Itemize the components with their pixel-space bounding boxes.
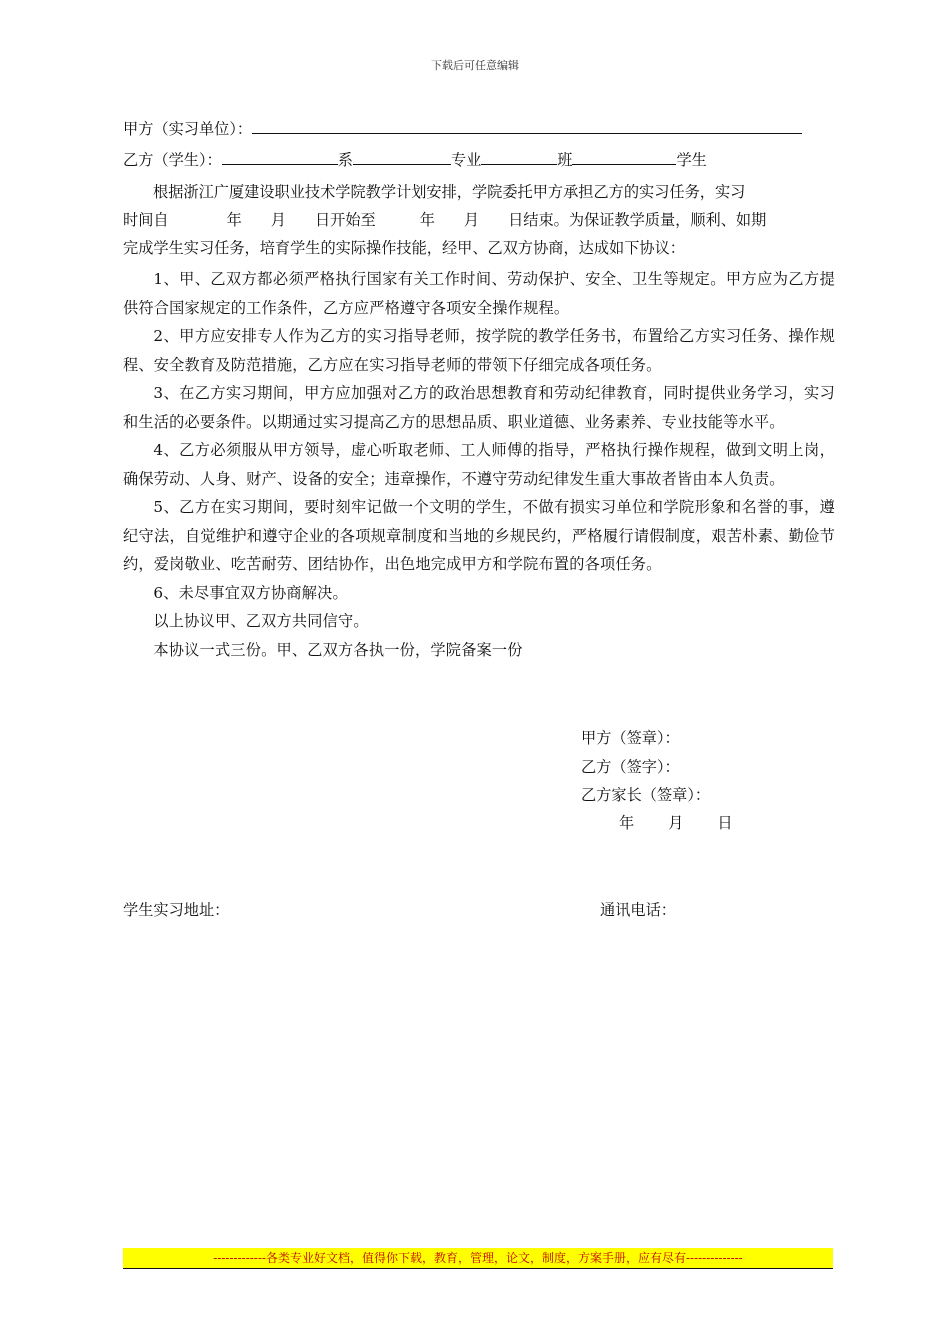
party-a-line: [123, 118, 802, 140]
major-blank[interactable]: [353, 150, 451, 165]
party-a-signature[interactable]: 甲方（签章）：: [581, 729, 680, 747]
intro-line-2: [123, 209, 766, 231]
intro-line-3: 完成学生实习任务，培育学生的实际操作技能，经甲、乙双方协商，达成如下协议：: [123, 239, 685, 257]
start-year: 年: [226, 211, 242, 229]
dept-blank[interactable]: [222, 150, 338, 165]
end-month: 月: [463, 211, 480, 229]
party-b-label: 乙方（学生）：: [123, 151, 222, 169]
signature-date: [619, 812, 733, 833]
parent-signature[interactable]: 乙方家长（签章）：: [581, 786, 711, 804]
clause-6: 6、未尽事宜双方协商解决。: [153, 583, 348, 602]
page-header: 下载后可任意编辑: [431, 59, 519, 72]
student-suffix: 学生: [676, 151, 707, 169]
sig-month: 月: [668, 814, 684, 832]
class-blank[interactable]: [481, 150, 557, 165]
end-day: 日结束。为保证教学质量，顺利、如期: [508, 211, 767, 229]
start-month: 月: [270, 211, 286, 229]
start-day: 日开始至: [314, 211, 376, 229]
clause-2: 2、甲方应安排专人作为乙方的实习指导老师，按学院的教学任务书，布置给乙方实习任务、操作规程、安全教育及防范措施，乙方应在实习指导老师的带领下仔细完成各项任务。: [123, 327, 835, 374]
footer-divider: [123, 1268, 833, 1269]
party-a-blank[interactable]: [252, 119, 802, 134]
clause-3: 3、在乙方实习期间，甲方应加强对乙方的政治思想教育和劳动纪律教育，同时提供业务学习，实习和生活的必要条件。以期通过实习提高乙方的思想品质、职业道德、业务素养、专业技能等水平。: [123, 384, 835, 431]
dept-suffix: 系: [337, 151, 353, 169]
student-blank[interactable]: [572, 150, 676, 165]
party-b-line: [123, 149, 707, 171]
mutual-observance: 以上协议甲、乙双方共同信守。: [153, 612, 369, 630]
party-b-signature[interactable]: 乙方（签字）：: [581, 757, 680, 776]
sig-year: 年: [619, 814, 635, 832]
address-label: 学生实习地址：: [123, 901, 230, 919]
class-suffix: 班: [557, 151, 573, 169]
party-a-label: 甲方（实习单位）：: [123, 120, 253, 138]
clause-1: 1、甲、乙双方都必须严格执行国家有关工作时间、劳动保护、安全、卫生等规定。甲方应为乙方提供符合国家规定的工作条件，乙方应严格遵守各项安全操作规程。: [123, 270, 835, 317]
time-prefix: 时间自: [123, 211, 169, 229]
sig-day: 日: [717, 814, 733, 832]
signature-block: [581, 724, 710, 810]
intro-line-1: 根据浙江广厦建设职业技术学院教学计划安排，学院委托甲方承担乙方的实习任务，实习: [153, 183, 746, 201]
clause-5: 5、乙方在实习期间，要时刻牢记做一个文明的学生，不做有损实习单位和学院形象和名誉的事，遵纪守法，自觉维护和遵守企业的各项规章制度和当地的乡规民约，严格履行请假制度，艰苦朴素、勤俭节约，爱岗敬业、吃苦耐劳、团结协作，出色地完成甲方和学院布置的各项任务。: [123, 498, 835, 573]
phone-label: 通讯电话：: [600, 901, 676, 919]
clauses: [123, 265, 835, 664]
footer-banner: -------------各类专业好文档，值得你下载，教育，管理，论文，制度，方案手册，应有尽有--------------: [123, 1248, 833, 1268]
clause-4: 4、乙方必须服从甲方领导，虚心听取老师、工人师傅的指导，严格执行操作规程，做到文明上岗，确保劳动、人身、财产、设备的安全；违章操作，不遵守劳动纪律发生重大事故者皆由本人负责。: [123, 441, 835, 488]
major-suffix: 专业: [450, 151, 482, 169]
copies-note: 本协议一式三份。甲、乙双方各执一份，学院备案一份: [153, 640, 523, 659]
end-year: 年: [419, 211, 435, 229]
